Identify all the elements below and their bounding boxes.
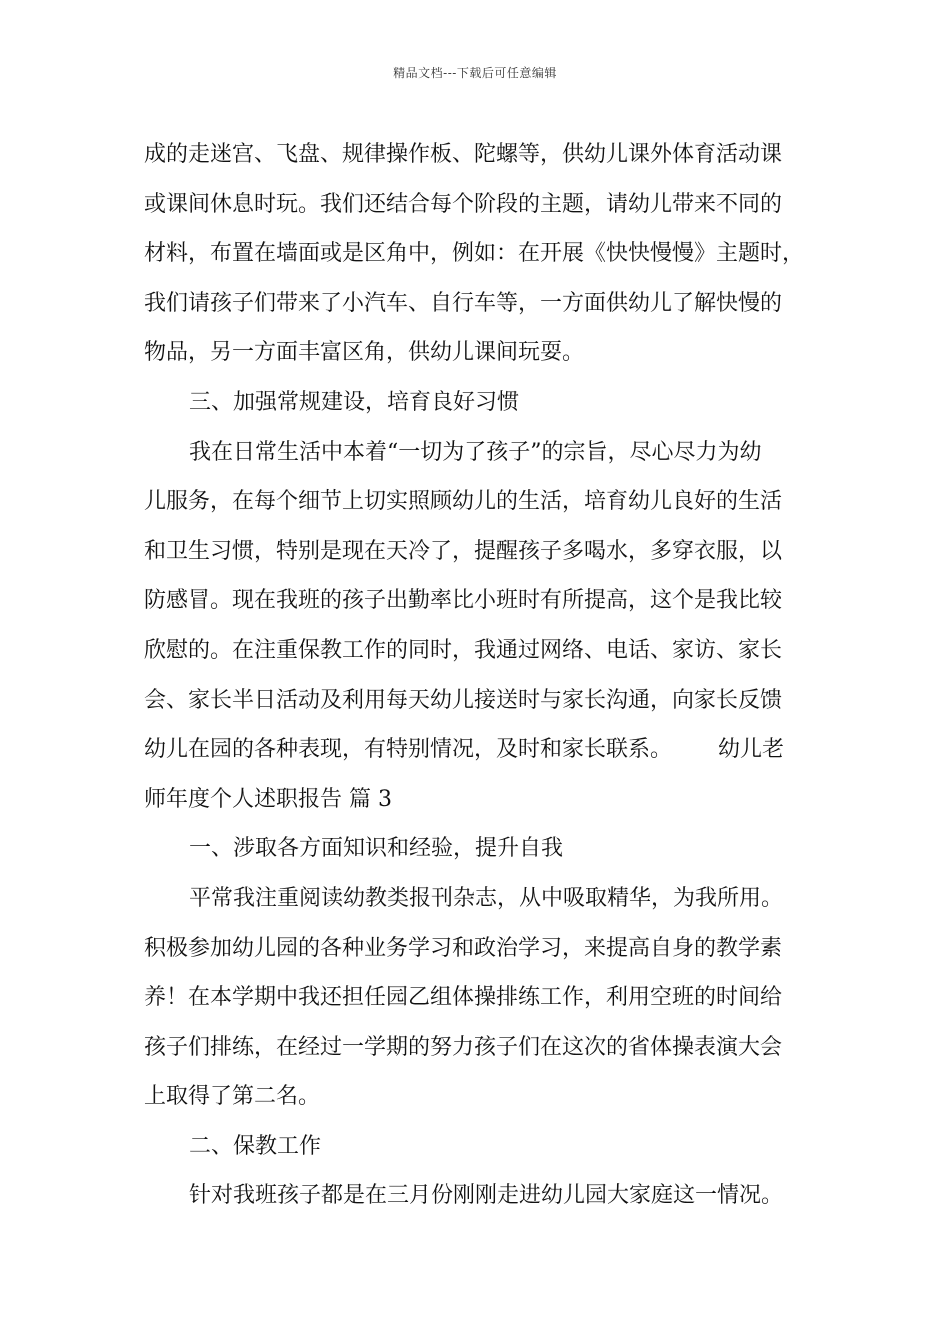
paragraph-text: 幼儿在园的各种表现，有特别情况，及时和家长联系。 (144, 737, 673, 763)
paragraph-line: 儿服务，在每个细节上切实照顾幼儿的生活，培育幼儿良好的生活 (144, 489, 783, 515)
page-header: 精品文档---下载后可任意编辑 (393, 66, 557, 80)
paragraph-line: 材料，布置在墙面或是区角中，例如：在开展《快快慢慢》主题时， (144, 241, 805, 267)
section-heading: 二、保教工作 (189, 1133, 322, 1159)
paragraph-line: 积极参加幼儿园的各种业务学习和政治学习，来提高自身的教学素 (144, 935, 783, 961)
paragraph-line: 和卫生习惯，特别是现在天冷了，提醒孩子多喝水，多穿衣服，以 (144, 538, 783, 564)
paragraph-line: 平常我注重阅读幼教类报刊杂志，从中吸取精华，为我所用。 (189, 885, 784, 911)
paragraph-line: 上取得了第二名。 (144, 1084, 321, 1110)
paragraph-line: 养！在本学期中我还担任园乙组体操排练工作，利用空班的时间给 (144, 985, 783, 1011)
report-title: 师年度个人述职报告 篇 3 (144, 786, 392, 812)
paragraph-line: 会、家长半日活动及利用每天幼儿接送时与家长沟通，向家长反馈 (144, 687, 783, 713)
paragraph-line: 孩子们排练，在经过一学期的努力孩子们在这次的省体操表演大会 (144, 1034, 783, 1060)
paragraph-line: 物品，另一方面丰富区角，供幼儿课间玩耍。 (144, 340, 585, 366)
paragraph-line: 或课间休息时玩。我们还结合每个阶段的主题，请幼儿带来不同的 (144, 191, 783, 217)
section-heading: 一、涉取各方面知识和经验，提升自我 (189, 836, 564, 862)
paragraph-line: 防感冒。现在我班的孩子出勤率比小班时有所提高，这个是我比较 (144, 588, 783, 614)
section-heading: 三、加强常规建设，培育良好习惯 (189, 389, 520, 415)
paragraph-line: 欣慰的。在注重保教工作的同时，我通过网络、电话、家访、家长 (144, 637, 783, 663)
paragraph-line-with-title-start (144, 725, 828, 775)
report-title-part: 幼儿老 (718, 737, 785, 763)
paragraph-line: 我们请孩子们带来了小汽车、自行车等，一方面供幼儿了解快慢的 (144, 290, 783, 316)
paragraph-line: 我在日常生活中本着“一切为了孩子”的宗旨，尽心尽力为幼 (189, 439, 762, 465)
paragraph-line: 成的走迷宫、飞盘、规律操作板、陀螺等，供幼儿课外体育活动课 (144, 142, 783, 167)
paragraph-line: 针对我班孩子都是在三月份刚刚走进幼儿园大家庭这一情况。 (189, 1183, 784, 1209)
document-body (144, 130, 828, 1221)
